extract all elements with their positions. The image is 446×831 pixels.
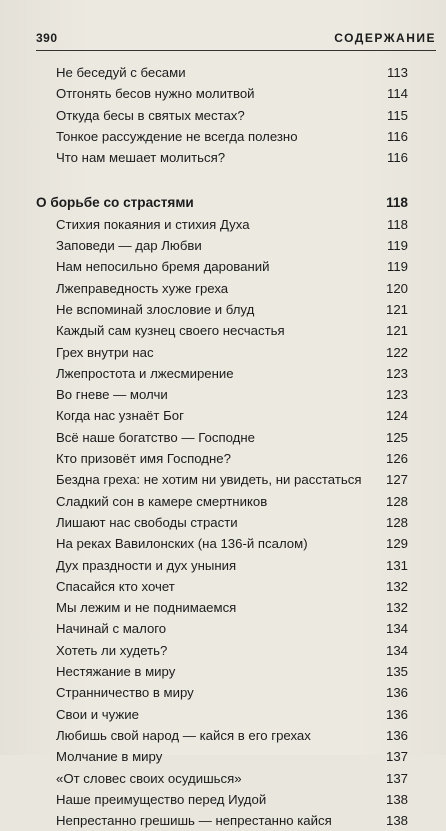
entry-title: Лжепростота и лжесмирение xyxy=(56,365,234,381)
entry-page-number: 124 xyxy=(385,408,408,424)
entry-page-number: 114 xyxy=(386,86,408,102)
entry-page-number: 136 xyxy=(385,706,408,722)
entry-title: Непрестанно грешишь — непрестанно кайся xyxy=(56,813,332,829)
entry-title: Грех внутри нас xyxy=(56,344,154,360)
toc-entry xyxy=(36,640,408,661)
toc-entry xyxy=(36,768,408,789)
entry-title: Каждый сам кузнец своего несчастья xyxy=(56,323,285,339)
entry-page-number: 123 xyxy=(385,387,408,403)
entry-title: Откуда бесы в святых местах? xyxy=(56,107,245,123)
entry-page-number: 138 xyxy=(385,813,408,829)
entry-title: Любишь свой народ — кайся в его грехах xyxy=(56,727,311,743)
entry-title: «От словес своих осудишься» xyxy=(56,770,242,786)
entry-title: Нам непосильно бремя дарований xyxy=(56,259,270,275)
toc-entry xyxy=(36,469,408,490)
entry-title: Дух праздности и дух уныния xyxy=(56,557,237,573)
toc-entry xyxy=(36,278,408,299)
entry-page-number: 134 xyxy=(385,642,408,658)
page-number: 390 xyxy=(36,31,58,45)
toc-entry xyxy=(36,147,408,168)
entry-page-number: 136 xyxy=(385,685,408,701)
entry-page-number: 135 xyxy=(385,664,408,680)
entry-page-number: 113 xyxy=(386,65,408,80)
toc-entry xyxy=(36,299,408,320)
section-heading xyxy=(36,192,408,213)
entry-title: Сладкий сон в камере смертников xyxy=(56,493,268,509)
toc-entry xyxy=(36,62,408,83)
toc-entry xyxy=(36,235,408,256)
toc-entry xyxy=(36,105,408,126)
toc-entry xyxy=(36,682,408,703)
entry-title: Хотеть ли худеть? xyxy=(56,642,168,658)
entry-page-number: 129 xyxy=(385,536,408,552)
toc-entry xyxy=(36,491,408,512)
entry-page-number: 137 xyxy=(385,770,408,786)
entry-page-number: 127 xyxy=(385,472,408,488)
entry-title: Не вспоминай злословие и блуд xyxy=(56,301,255,317)
entry-title: На реках Вавилонских (на 136-й псалом) xyxy=(56,536,308,552)
toc-entry xyxy=(36,384,408,405)
toc-entry xyxy=(36,256,408,277)
entry-title: Мы лежим и не поднимаемся xyxy=(56,600,237,616)
toc-entry xyxy=(36,661,408,682)
entry-page-number: 116 xyxy=(386,150,408,166)
entry-title: Лжеправедность хуже греха xyxy=(56,280,229,296)
entry-page-number: 120 xyxy=(385,280,408,296)
toc-entry xyxy=(36,83,408,104)
entry-title: Начинай с малого xyxy=(56,621,167,637)
entry-title: Что нам мешает молиться? xyxy=(56,150,226,166)
entry-page-number: 137 xyxy=(385,749,408,765)
toc-entry xyxy=(36,427,408,448)
entry-page-number: 122 xyxy=(385,344,408,360)
entry-title: Всё наше богатство — Господне xyxy=(56,429,255,445)
toc-entry xyxy=(36,126,408,147)
entry-title: Заповеди — дар Любви xyxy=(56,238,202,254)
entry-title: Кто призовёт имя Господне? xyxy=(56,451,231,467)
entry-page-number: 131 xyxy=(385,557,408,573)
entry-page-number: 138 xyxy=(385,791,408,807)
entry-page-number: 115 xyxy=(386,107,408,123)
toc-entry xyxy=(36,597,408,618)
entry-page-number: 119 xyxy=(386,259,408,275)
toc-entry xyxy=(36,512,408,533)
toc-entry xyxy=(36,618,408,639)
toc-entry xyxy=(36,320,408,341)
entry-title: Отгонять бесов нужно молитвой xyxy=(56,86,255,102)
toc-entry xyxy=(36,789,408,810)
entry-page-number: 128 xyxy=(385,514,408,530)
entry-page-number: 128 xyxy=(385,493,408,509)
entry-title: Нестяжание в миру xyxy=(56,664,176,680)
entry-page-number: 118 xyxy=(386,216,408,232)
toc-entry xyxy=(36,448,408,469)
entry-page-number: 121 xyxy=(385,301,408,317)
section-gap xyxy=(36,168,408,192)
toc-entry xyxy=(36,576,408,597)
page-header xyxy=(36,28,436,51)
entry-page-number: 136 xyxy=(385,727,408,743)
entry-page-number: 125 xyxy=(385,429,408,445)
entry-title: Бездна греха: не хотим ни увидеть, ни расстаться xyxy=(56,472,362,488)
entry-title: Лишают нас свободы страсти xyxy=(56,514,238,530)
toc-entry xyxy=(36,746,408,767)
table-of-contents xyxy=(36,62,408,831)
entry-page-number: 118 xyxy=(386,195,408,211)
entry-page-number: 123 xyxy=(385,365,408,381)
entry-title: Когда нас узнаёт Бог xyxy=(56,408,184,424)
entry-title: Тонкое рассуждение не всегда полезно xyxy=(56,128,298,144)
entry-title: Наше преимущество перед Иудой xyxy=(56,791,267,807)
toc-entry xyxy=(36,405,408,426)
entry-title: Не беседуй с бесами xyxy=(56,65,186,80)
entry-page-number: 132 xyxy=(385,578,408,594)
running-head: СОДЕРЖАНИЕ xyxy=(334,31,436,45)
entry-title: Во гневе — молчи xyxy=(56,387,168,403)
entry-page-number: 121 xyxy=(385,323,408,339)
entry-page-number: 134 xyxy=(385,621,408,637)
toc-entry xyxy=(36,555,408,576)
entry-page-number: 132 xyxy=(385,600,408,616)
toc-entry xyxy=(36,363,408,384)
toc-entry xyxy=(36,810,408,831)
toc-entry xyxy=(36,725,408,746)
entry-page-number: 116 xyxy=(386,128,408,144)
toc-entry xyxy=(36,533,408,554)
toc-entry xyxy=(36,342,408,363)
entry-page-number: 126 xyxy=(385,451,408,467)
toc-entry xyxy=(36,704,408,725)
entry-title: Стихия покаяния и стихия Духа xyxy=(56,216,250,232)
entry-title: О борьбе со страстями xyxy=(36,195,194,211)
entry-title: Свои и чужие xyxy=(56,706,139,722)
entry-page-number: 119 xyxy=(386,238,408,254)
entry-title: Спасайся кто хочет xyxy=(56,578,175,594)
entry-title: Молчание в миру xyxy=(56,749,163,765)
toc-entry xyxy=(36,214,408,235)
entry-title: Странничество в миру xyxy=(56,685,194,701)
